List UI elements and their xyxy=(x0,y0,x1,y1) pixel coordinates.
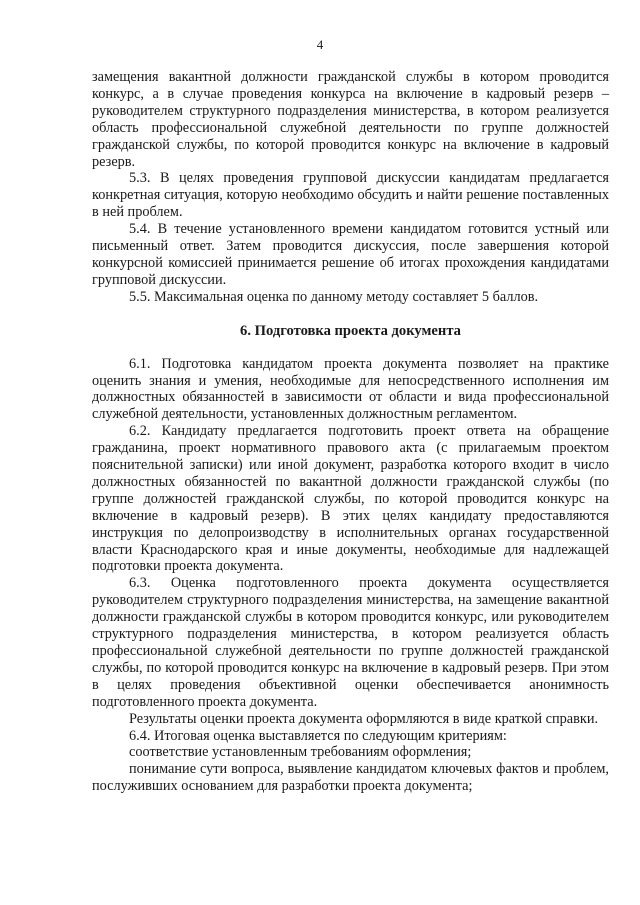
paragraph: 6.3. Оценка подготовленного проекта документа осуществляется руководителем структурного подразделения министерства, на замещение вакантной должности гражданской службы в котором проводится конкурс, или руководителем структурного подразделения министерства, в котором реализуется область профессиональной служебной деятельности по группе должностей гражданской службы, по которой проводится конкурс на включение в кадровый резерв. При этом в целях проведения объективной оценки обеспечивается анонимность подготовленного проекта документа. xyxy=(92,575,609,710)
paragraph: понимание сути вопроса, выявление кандидатом ключевых фактов и проблем, послуживших основанием для разработки проекта документа; xyxy=(92,761,609,795)
paragraph: 6.1. Подготовка кандидатом проекта документа позволяет на практике оценить знания и умения, необходимые для непосредственного исполнения им должностных обязанностей в зависимости от области и вида профессиональной служебной деятельности, установленных должностным регламентом. xyxy=(92,355,609,423)
section-heading: 6. Подготовка проекта документа xyxy=(240,322,461,339)
section-5-continuation xyxy=(92,69,609,306)
paragraph: 6.4. Итоговая оценка выставляется по следующим критериям: xyxy=(129,727,507,744)
paragraph: 6.2. Кандидату предлагается подготовить проект ответа на обращение гражданина, проект нормативного правового акта (с прилагаемым проектом пояснительной записки) или иной документ, разработка которого входит в число должностных обязанностей по вакантной должности гражданской службы (по группе должностей гражданской службы, по которой проводится конкурс на включение в кадровый резерв). В этих целях кандидату предоставляются инструкция по делопроизводству в исполнительных органах государственной власти Краснодарского края и иные документы, необходимые для надлежащей подготовки проекта документа. xyxy=(92,423,609,575)
paragraph: соответствие установленным требованиям оформления; xyxy=(129,744,472,761)
paragraph: замещения вакантной должности гражданской службы в котором проводится конкурс, а в случае проведения конкурса на включение в кадровый резерв – руководителем структурного подразделения министерства, в котором реализуется область профессиональной служебной деятельности по группе должностей гражданской службы, по которой проводится конкурс на включение в кадровый резерв. xyxy=(92,69,609,170)
document-body xyxy=(92,69,609,795)
paragraph: 5.3. В целях проведения групповой дискуссии кандидатам предлагается конкретная ситуация, которую необходимо обсудить и найти решение поставленных в ней проблем. xyxy=(92,170,609,221)
paragraph: Результаты оценки проекта документа оформляются в виде краткой справки. xyxy=(129,710,599,727)
page-number: 4 xyxy=(316,37,324,52)
paragraph: 5.5. Максимальная оценка по данному методу составляет 5 баллов. xyxy=(129,288,539,305)
section-6-body xyxy=(92,356,609,796)
paragraph: 5.4. В течение установленного времени кандидатом готовится устный или письменный ответ. Затем проводится дискуссия, после завершения которой конкурсной комиссией принимается решение об итогах прохождения кандидатами групповой дискуссии. xyxy=(92,221,609,288)
